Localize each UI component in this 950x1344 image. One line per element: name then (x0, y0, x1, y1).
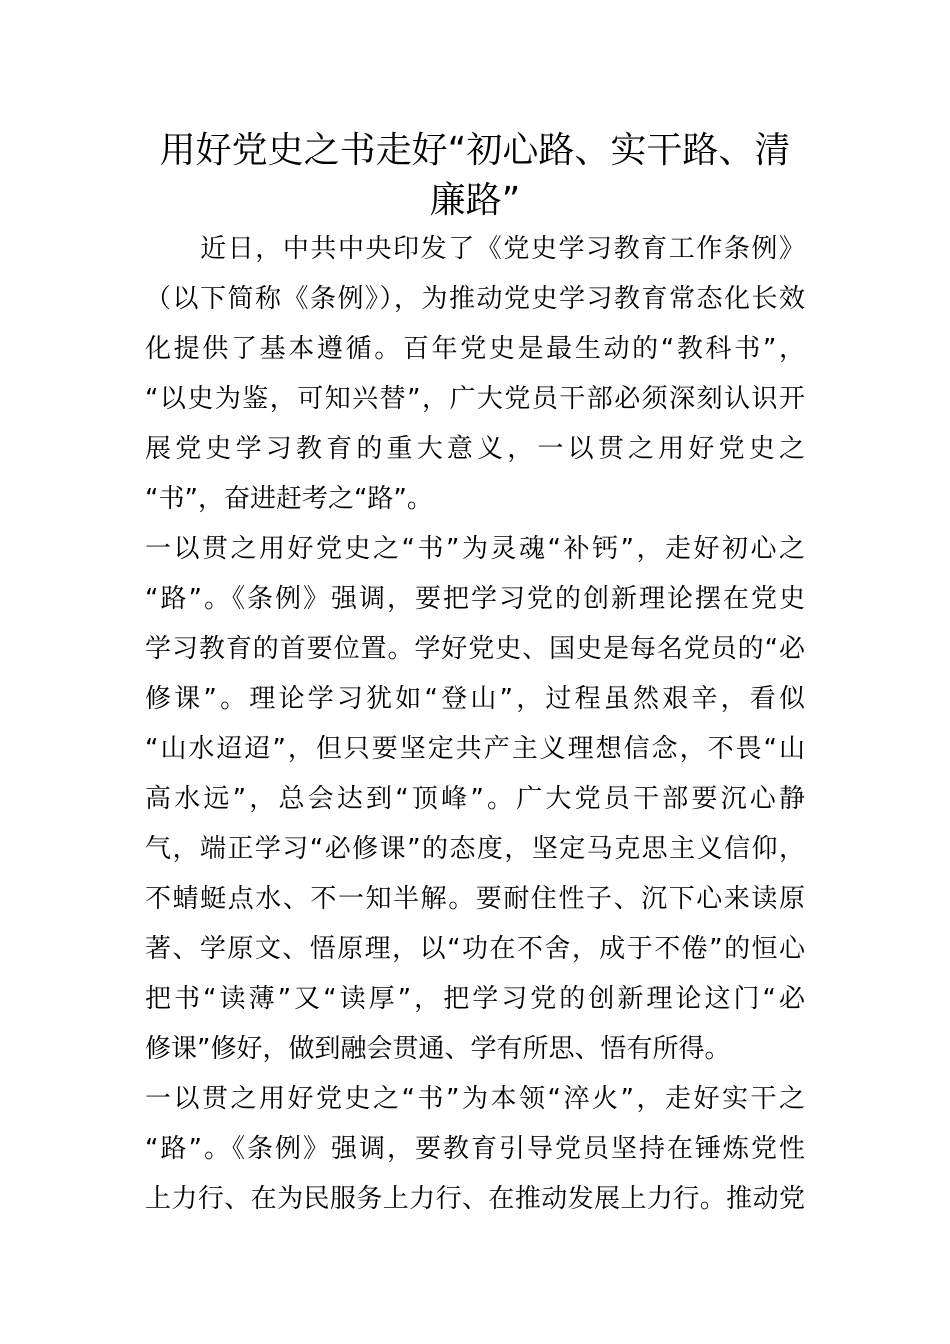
paragraph-line: 修课”修好，做到融会贯通、学有所思、悟有所得。 (145, 1034, 731, 1064)
paragraph-line: 一以贯之用好党史之“书”为本领“淬火”，走好实干之 (145, 1084, 805, 1114)
paragraph-line: 著、学原文、悟原理，以“功在不舍，成于不倦”的恒心 (145, 934, 805, 964)
paragraph-line: “书”，奋进赶考之“路”。 (145, 484, 433, 514)
paragraph-line: “山水迢迢”，但只要坚定共产主义理想信念，不畏“山 (145, 734, 805, 764)
paragraph-line: 高水远”，总会达到“顶峰”。广大党员干部要沉心静 (145, 784, 805, 814)
paragraph-line: 近日，中共中央印发了《党史学习教育工作条例》 (145, 234, 805, 264)
paragraph-line: 修课”。理论学习犹如“登山”，过程虽然艰辛，看似 (145, 684, 805, 714)
document-title-line-2: 廉路” (429, 180, 521, 221)
paragraph-line: 上力行、在为民服务上力行、在推动发展上力行。推动党 (145, 1184, 805, 1214)
paragraph-line: “以史为鉴，可知兴替”，广大党员干部必须深刻认识开 (145, 384, 805, 414)
paragraph-line: 气，端正学习“必修课”的态度，坚定马克思主义信仰， (145, 834, 805, 864)
paragraph-line: 不蜻蜓点水、不一知半解。要耐住性子、沉下心来读原 (145, 884, 805, 914)
paragraph-line: 一以贯之用好党史之“书”为灵魂“补钙”，走好初心之 (145, 534, 805, 564)
paragraph-line: “路”。《条例》强调，要教育引导党员坚持在锤炼党性 (145, 1134, 805, 1164)
document-title-line-1: 用好党史之书走好“初心路、实干路、清 (159, 130, 791, 171)
paragraph-line: 把书“读薄”又“读厚”，把学习党的创新理论这门“必 (145, 984, 805, 1014)
paragraph-line: （以下简称《条例》），为推动党史学习教育常态化长效 (145, 284, 805, 314)
paragraph-line: 化提供了基本遵循。百年党史是最生动的“教科书”， (145, 334, 805, 364)
paragraph-line: 学习教育的首要位置。学好党史、国史是每名党员的“必 (145, 634, 805, 664)
paragraph-line: 展党史学习教育的重大意义，一以贯之用好党史之 (145, 434, 805, 464)
paragraph-line: “路”。《条例》强调，要把学习党的创新理论摆在党史 (145, 584, 805, 614)
